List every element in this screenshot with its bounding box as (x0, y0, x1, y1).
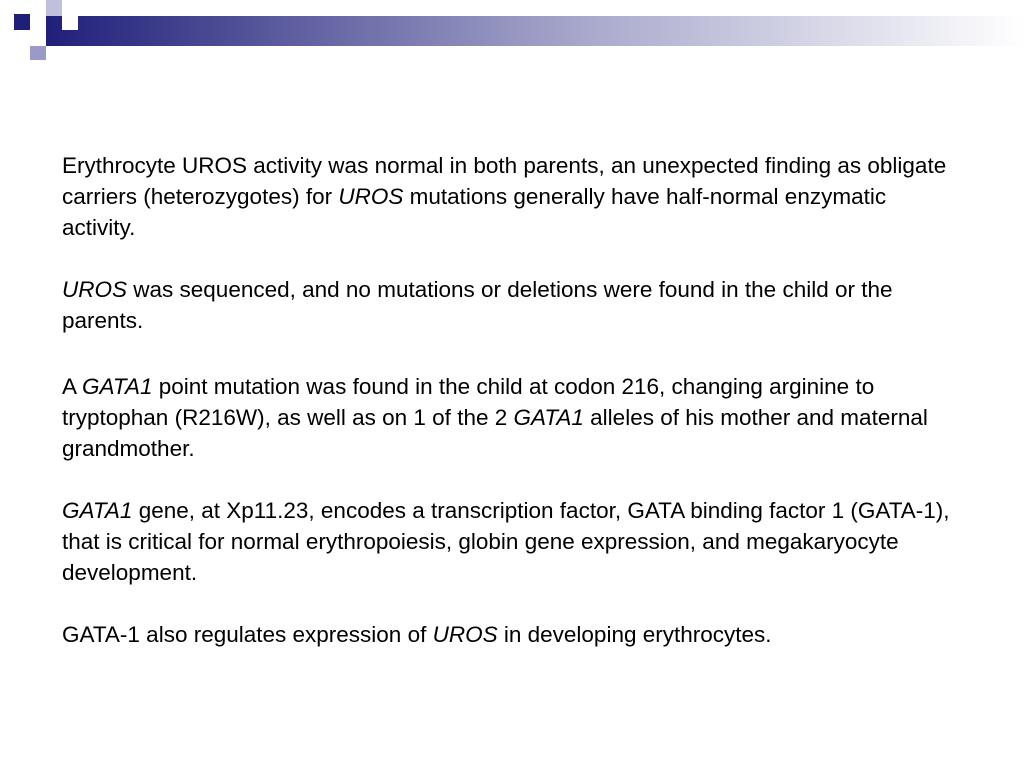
text-run: point mutation was found in the child at codon 216, changing arginine to tryptophan (R216W), as well as on 1 of the 2 (62, 374, 875, 430)
header-square-dark (14, 14, 30, 30)
paragraph-uros-sequenced (62, 274, 962, 336)
gene-name-italic: UROS (62, 277, 128, 302)
gene-name-italic: GATA1 (82, 374, 153, 399)
paragraph-gata1-mutation (62, 371, 962, 464)
paragraph-gata1-gene (62, 495, 962, 588)
gene-name-italic: UROS (338, 184, 404, 209)
header-square-pale (46, 0, 62, 16)
gene-name-italic: UROS (432, 622, 498, 647)
header-square-white (14, 30, 30, 46)
header-decoration (0, 0, 1024, 64)
paragraph-gata1-regulates (62, 619, 962, 650)
header-gradient-bar (46, 16, 1024, 46)
slide-body (62, 150, 962, 650)
text-run: GATA-1 also regulates expression of (62, 622, 433, 647)
text-run: was sequenced, and no mutations or deletions were found in the child or the parents. (62, 277, 893, 333)
text-run: alleles of his mother and maternal grandmother. (62, 405, 928, 461)
text-run: gene, at Xp11.23, encodes a transcription factor, GATA binding factor 1 (GATA-1), that is critical for normal erythropoiesis, globin gene expression, and megakaryocyte development. (62, 498, 950, 585)
text-run: in developing erythrocytes. (497, 622, 772, 647)
paragraph-uros-activity (62, 150, 962, 243)
header-square-light (30, 46, 46, 60)
header-square-white (62, 14, 78, 30)
text-run: Erythrocyte UROS activity was normal in both parents, an unexpected finding as obligate carriers (heterozygotes) for (62, 153, 947, 209)
gene-name-italic: GATA1 (62, 498, 133, 523)
text-run: A (62, 374, 83, 399)
text-run: mutations generally have half-normal enzymatic activity. (62, 184, 887, 240)
gene-name-italic: GATA1 (513, 405, 584, 430)
